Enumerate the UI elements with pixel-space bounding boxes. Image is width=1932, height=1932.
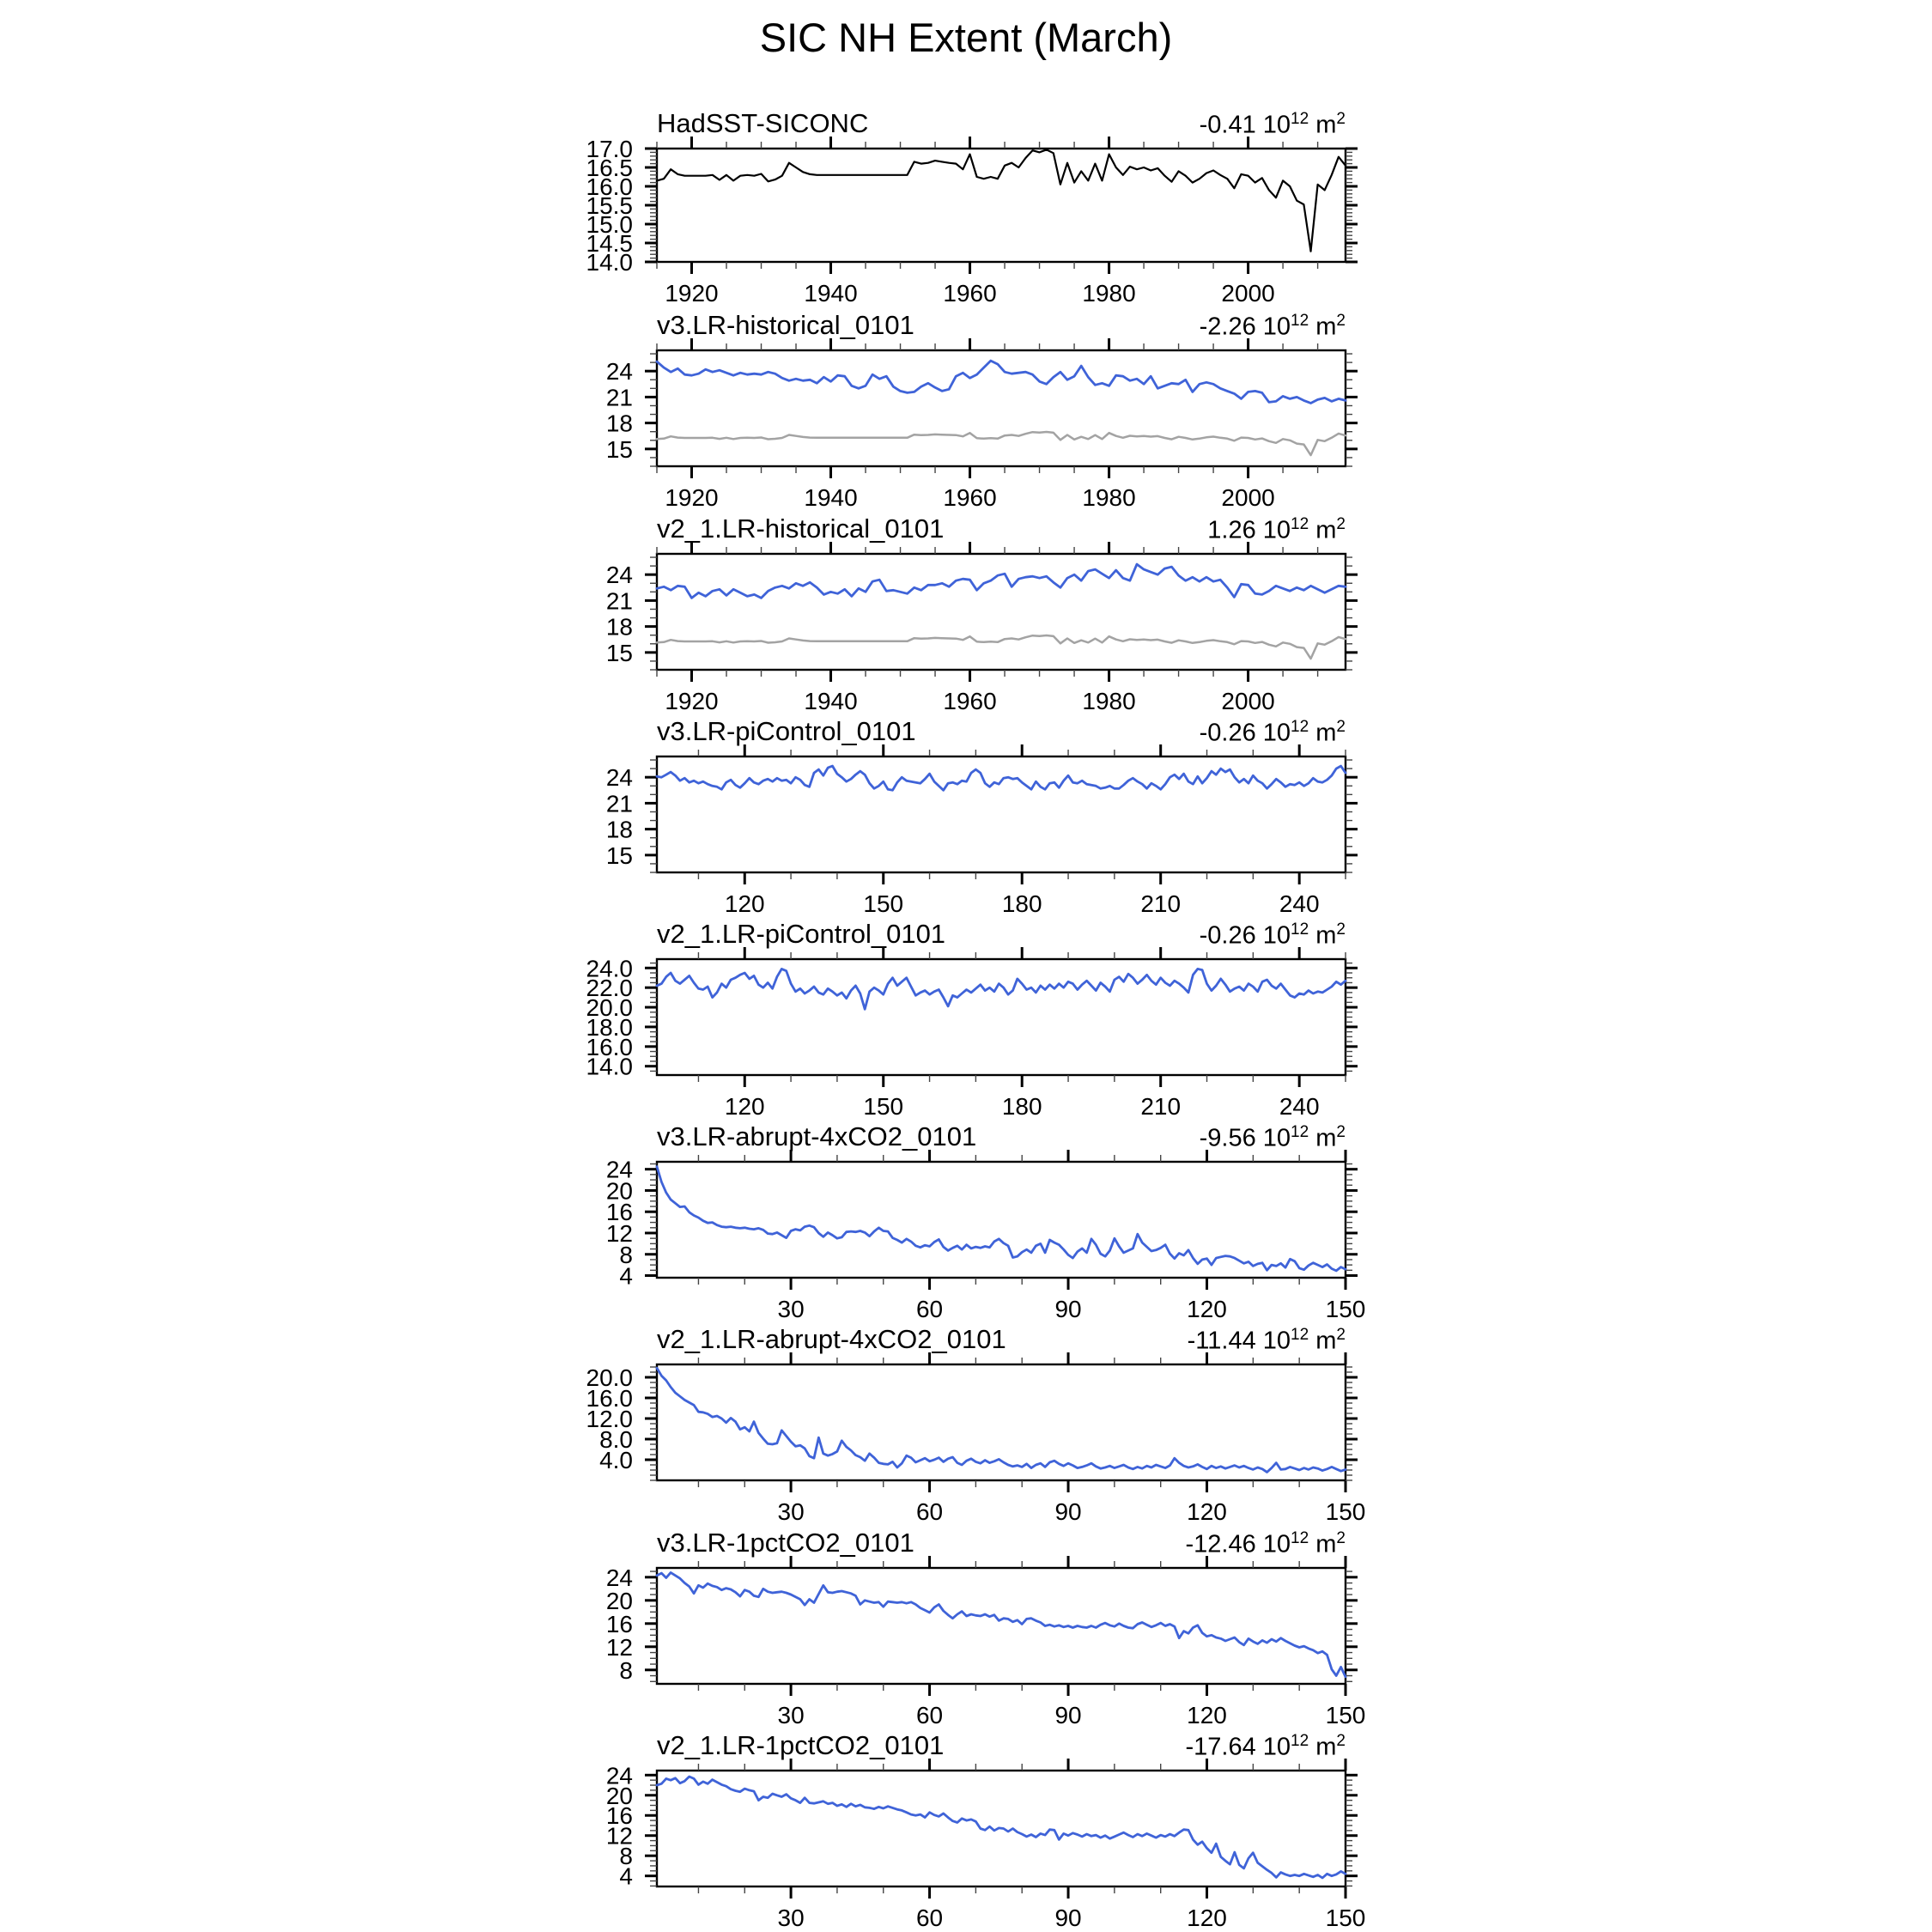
- y-tick-label: 15.5: [586, 192, 633, 219]
- annotation-unit-exponent: 2: [1336, 718, 1346, 736]
- x-tick-label: 180: [1001, 1093, 1042, 1120]
- y-tick-label: 20: [605, 1587, 633, 1614]
- plot-box: [657, 1568, 1346, 1684]
- x-tick-label: 1940: [804, 484, 858, 511]
- x-tick-label: 1940: [804, 280, 858, 307]
- y-tick-label: 20.0: [586, 1364, 633, 1391]
- y-tick-label: 14.0: [586, 1053, 633, 1080]
- y-tick-label: 4: [619, 1262, 633, 1290]
- x-tick-label: 210: [1140, 890, 1182, 917]
- plot-box: [657, 959, 1346, 1075]
- annotation-unit: m: [1315, 1530, 1337, 1558]
- x-tick-label: 210: [1140, 1093, 1182, 1120]
- panel-annotation: [1200, 313, 1346, 342]
- x-tick-label: 120: [1187, 1296, 1227, 1322]
- x-tick-label: 2000: [1221, 280, 1275, 307]
- y-tick-label: 24: [605, 1762, 633, 1789]
- x-tick-label: 150: [1325, 1905, 1366, 1931]
- panel-annotation: [1185, 1530, 1346, 1559]
- plot-box: [657, 1162, 1346, 1278]
- y-tick-label: 22.0: [586, 975, 633, 1002]
- annotation-exponent: 12: [1291, 718, 1309, 736]
- y-tick-label: 20.0: [586, 994, 633, 1022]
- annotation-value: -17.64: [1185, 1733, 1256, 1761]
- annotation-exponent: 12: [1291, 920, 1309, 939]
- panel-title: v3.LR-piControl_0101: [657, 716, 916, 746]
- x-tick-label: 1980: [1082, 484, 1136, 511]
- y-tick-label: 24: [605, 1564, 633, 1591]
- x-tick-label: 120: [1187, 1905, 1227, 1931]
- panel-annotation: [1200, 111, 1346, 140]
- panel-plot: [586, 1352, 1366, 1525]
- x-tick-label: 240: [1279, 1093, 1320, 1120]
- panel-title: v3.LR-abrupt-4xCO2_0101: [657, 1121, 977, 1151]
- annotation-base: 10: [1262, 921, 1291, 950]
- x-tick-label: 150: [1325, 1296, 1366, 1322]
- y-tick-label: 16.0: [586, 1385, 633, 1412]
- y-tick-label: 21: [605, 384, 633, 411]
- y-tick-label: 4.0: [599, 1447, 633, 1473]
- panel-annotation: [1188, 1327, 1346, 1356]
- annotation-value: -0.26: [1199, 921, 1256, 950]
- annotation-exponent: 12: [1291, 515, 1309, 533]
- annotation-base: 10: [1262, 313, 1291, 341]
- series-line: [657, 1572, 1346, 1677]
- x-tick-label: 30: [777, 1702, 805, 1728]
- panel-plot: [606, 744, 1358, 917]
- y-tick-label: 24.0: [586, 955, 633, 982]
- panel-annotation: [1200, 719, 1346, 748]
- x-tick-label: 1920: [665, 688, 719, 714]
- annotation-base: 10: [1262, 1124, 1291, 1152]
- panel-plot: [586, 136, 1358, 307]
- x-tick-label: 1960: [943, 484, 997, 511]
- annotation-unit-exponent: 2: [1336, 1732, 1346, 1750]
- x-tick-label: 150: [1325, 1702, 1366, 1728]
- x-tick-label: 150: [1325, 1498, 1366, 1525]
- y-tick-label: 21: [605, 790, 633, 817]
- x-tick-label: 1960: [943, 280, 997, 307]
- y-tick-label: 24: [605, 562, 633, 589]
- series-line: [657, 361, 1346, 403]
- y-tick-label: 8: [619, 1656, 633, 1684]
- y-tick-label: 18: [605, 410, 633, 437]
- panel-annotation: [1207, 516, 1346, 545]
- annotation-unit-exponent: 2: [1336, 1529, 1346, 1547]
- y-tick-label: 20: [605, 1782, 633, 1809]
- annotation-exponent: 12: [1291, 110, 1309, 128]
- annotation-value: -12.46: [1185, 1530, 1256, 1558]
- series-line: [657, 766, 1346, 790]
- panel-title: v2_1.LR-historical_0101: [657, 513, 945, 544]
- series-line: [657, 1368, 1346, 1472]
- x-tick-label: 120: [1187, 1498, 1227, 1525]
- annotation-base: 10: [1262, 111, 1291, 139]
- y-tick-label: 20: [605, 1177, 633, 1205]
- x-tick-label: 1940: [804, 688, 858, 714]
- annotation-unit: m: [1315, 111, 1337, 139]
- y-tick-label: 16.0: [586, 1033, 633, 1060]
- annotation-unit-exponent: 2: [1336, 312, 1346, 330]
- annotation-value: -11.44: [1187, 1327, 1256, 1355]
- annotation-exponent: 12: [1291, 1732, 1309, 1750]
- y-tick-label: 21: [605, 587, 633, 615]
- y-tick-label: 18.0: [586, 1013, 633, 1041]
- annotation-base: 10: [1262, 719, 1291, 747]
- y-tick-label: 17.0: [586, 136, 633, 162]
- y-tick-label: 18: [605, 816, 633, 843]
- series-line: [657, 1167, 1346, 1271]
- panel-title: v3.LR-1pctCO2_0101: [657, 1528, 914, 1558]
- y-tick-label: 12: [605, 1633, 633, 1661]
- y-tick-label: 24: [605, 764, 633, 792]
- x-tick-label: 120: [724, 890, 765, 917]
- x-tick-label: 2000: [1221, 688, 1275, 714]
- y-tick-label: 15: [605, 435, 633, 463]
- annotation-value: -0.26: [1199, 719, 1256, 747]
- y-tick-label: 18: [605, 613, 633, 641]
- series-line: [657, 635, 1346, 659]
- y-tick-label: 12: [605, 1219, 633, 1247]
- y-tick-label: 12.0: [586, 1406, 633, 1432]
- panel-title: v2_1.LR-abrupt-4xCO2_0101: [657, 1324, 1006, 1354]
- y-tick-label: 16: [605, 1610, 633, 1637]
- x-tick-label: 1920: [665, 484, 719, 511]
- y-tick-label: 12: [605, 1822, 633, 1850]
- panel-annotation: [1200, 921, 1346, 951]
- y-tick-label: 4: [619, 1862, 633, 1890]
- y-tick-label: 16.0: [586, 173, 633, 200]
- x-tick-label: 1980: [1082, 688, 1136, 714]
- annotation-base: 10: [1262, 1327, 1291, 1355]
- y-tick-label: 15: [605, 639, 633, 666]
- x-tick-label: 1980: [1082, 280, 1136, 307]
- panel-plot: [606, 1150, 1366, 1322]
- annotation-base: 10: [1262, 1733, 1291, 1761]
- panel-title: v3.LR-historical_0101: [657, 310, 914, 340]
- annotation-unit: m: [1315, 1124, 1337, 1152]
- x-tick-label: 60: [915, 1905, 944, 1931]
- series-line: [657, 564, 1346, 598]
- series-line: [657, 969, 1346, 1009]
- panel-plot: [606, 542, 1358, 714]
- y-tick-label: 8.0: [599, 1426, 633, 1453]
- annotation-unit-exponent: 2: [1336, 1123, 1346, 1141]
- plot-box: [657, 756, 1346, 872]
- x-tick-label: 60: [915, 1498, 944, 1525]
- annotation-unit-exponent: 2: [1336, 515, 1346, 533]
- annotation-unit-exponent: 2: [1336, 110, 1346, 128]
- panel-plot: [606, 1556, 1366, 1728]
- y-tick-label: 16: [605, 1802, 633, 1830]
- x-tick-label: 120: [1187, 1702, 1227, 1728]
- x-tick-label: 150: [863, 1093, 904, 1120]
- y-tick-label: 8: [619, 1843, 633, 1870]
- plot-box: [657, 554, 1346, 670]
- annotation-base: 10: [1262, 516, 1291, 544]
- x-tick-label: 120: [724, 1093, 765, 1120]
- panel-title: v2_1.LR-1pctCO2_0101: [657, 1730, 945, 1760]
- panel-annotation: [1200, 1124, 1346, 1153]
- x-tick-label: 30: [777, 1498, 805, 1525]
- x-tick-label: 60: [915, 1702, 944, 1728]
- annotation-value: 1.26: [1207, 516, 1256, 544]
- x-tick-label: 30: [777, 1296, 805, 1322]
- annotation-unit-exponent: 2: [1336, 920, 1346, 939]
- y-tick-label: 14.0: [586, 249, 633, 276]
- x-tick-label: 90: [1054, 1905, 1082, 1931]
- plot-box: [657, 1364, 1346, 1480]
- x-tick-label: 60: [915, 1296, 944, 1322]
- x-tick-label: 180: [1001, 890, 1042, 917]
- annotation-unit: m: [1315, 1327, 1337, 1355]
- series-line: [657, 1777, 1346, 1878]
- x-tick-label: 2000: [1221, 484, 1275, 511]
- x-tick-label: 30: [777, 1905, 805, 1931]
- x-tick-label: 150: [863, 890, 904, 917]
- annotation-unit: m: [1315, 313, 1337, 341]
- panel-annotation: [1185, 1733, 1346, 1762]
- annotation-unit: m: [1315, 719, 1337, 747]
- panel-title: HadSST-SICONC: [657, 108, 869, 138]
- y-tick-label: 8: [619, 1241, 633, 1268]
- x-tick-label: 90: [1054, 1498, 1082, 1525]
- annotation-exponent: 12: [1291, 1123, 1309, 1141]
- plot-box: [657, 149, 1346, 262]
- y-tick-label: 15.0: [586, 211, 633, 238]
- y-tick-label: 16.5: [586, 155, 633, 181]
- panel-plot: [586, 947, 1358, 1120]
- annotation-exponent: 12: [1291, 1529, 1309, 1547]
- y-tick-label: 24: [605, 1156, 633, 1183]
- y-tick-label: 15: [605, 841, 633, 869]
- x-tick-label: 240: [1279, 890, 1320, 917]
- y-tick-label: 24: [605, 358, 633, 386]
- figure-title: SIC NH Extent (March): [759, 15, 1173, 60]
- annotation-unit: m: [1315, 921, 1337, 950]
- x-tick-label: 90: [1054, 1702, 1082, 1728]
- series-line: [657, 432, 1346, 455]
- x-tick-label: 1920: [665, 280, 719, 307]
- annotation-value: -2.26: [1199, 313, 1256, 341]
- annotation-unit: m: [1315, 1733, 1337, 1761]
- y-tick-label: 14.5: [586, 230, 633, 257]
- annotation-value: -9.56: [1199, 1124, 1256, 1152]
- series-line: [657, 149, 1346, 251]
- annotation-exponent: 12: [1291, 1326, 1309, 1344]
- x-tick-label: 90: [1054, 1296, 1082, 1322]
- annotation-base: 10: [1262, 1530, 1291, 1558]
- panel-plot: [606, 1759, 1366, 1931]
- annotation-unit: m: [1315, 516, 1337, 544]
- y-tick-label: 16: [605, 1199, 633, 1226]
- panel-plot: [606, 338, 1358, 511]
- annotation-exponent: 12: [1291, 312, 1309, 330]
- panel-title: v2_1.LR-piControl_0101: [657, 919, 946, 949]
- x-tick-label: 1960: [943, 688, 997, 714]
- annotation-unit-exponent: 2: [1336, 1326, 1346, 1344]
- annotation-value: -0.41: [1199, 111, 1256, 139]
